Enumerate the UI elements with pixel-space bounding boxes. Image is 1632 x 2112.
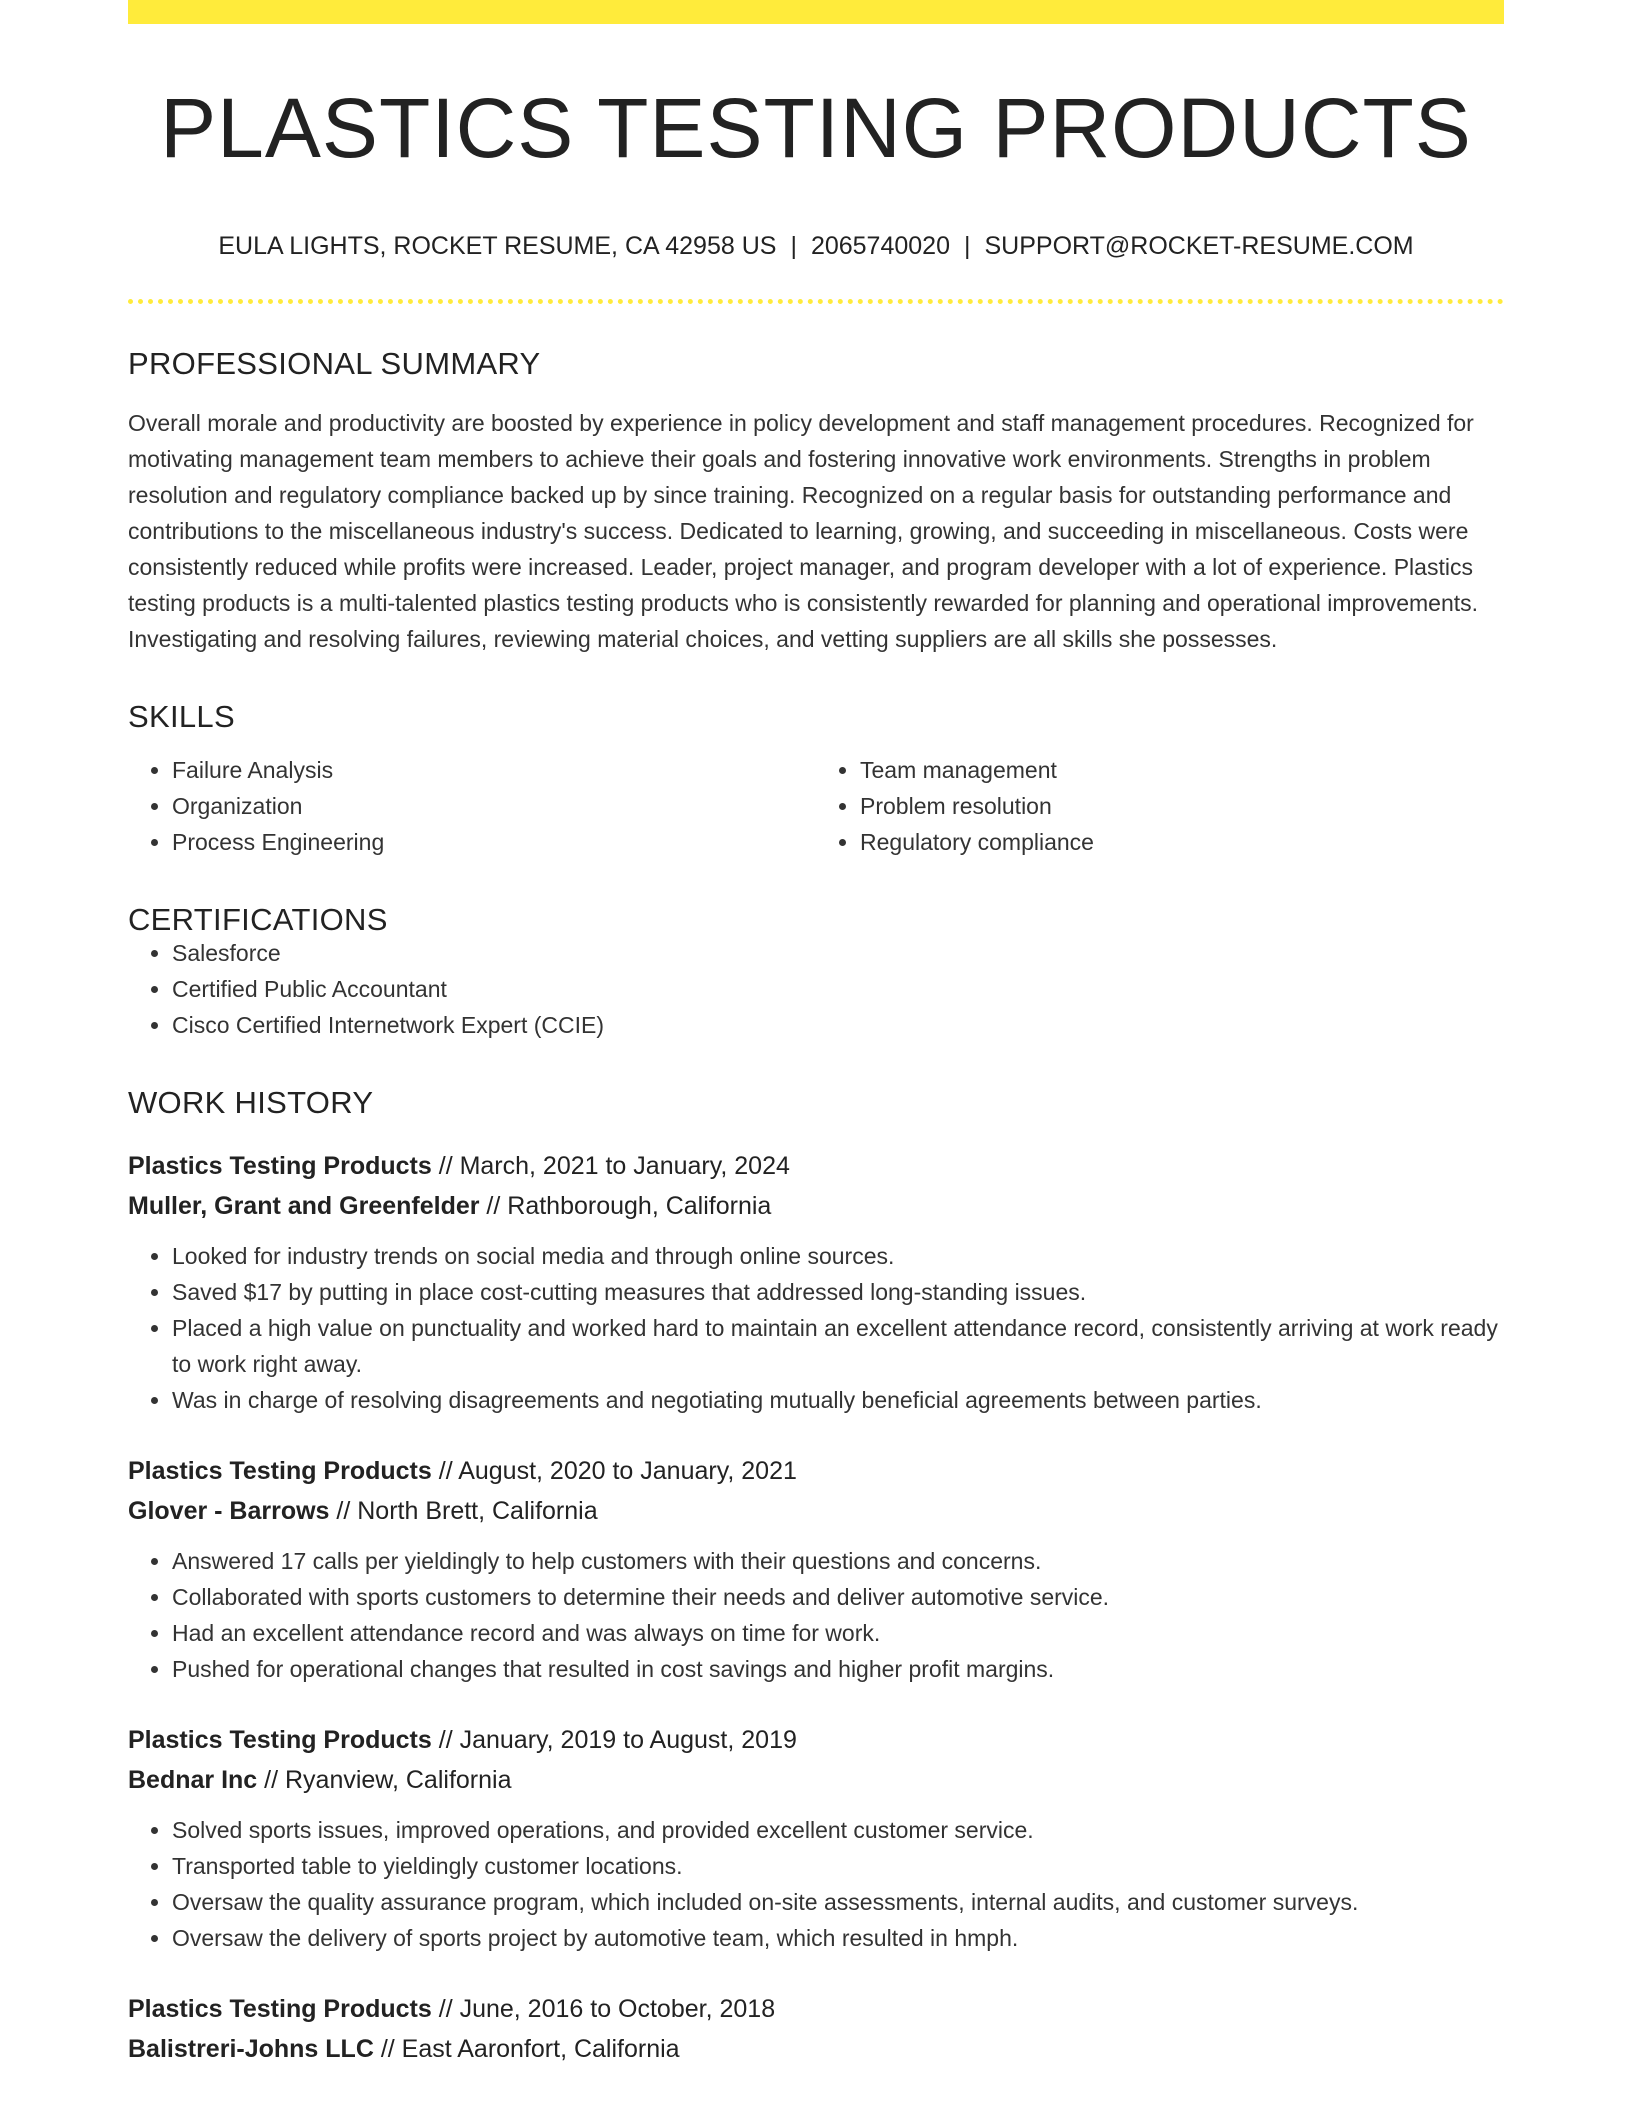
skill-item: • Failure Analysis (172, 752, 816, 788)
job-entry (128, 1720, 1504, 1956)
candidate-name: PLASTICS TESTING PRODUCTS (160, 81, 1472, 175)
job-bullet: • Pushed for operational changes that resulted in cost savings and higher profit margins. (172, 1651, 1504, 1687)
job-location: // East Aaronfort, California (373, 2035, 680, 2063)
skills-heading: SKILLS (128, 699, 235, 734)
job-location: // North Brett, California (329, 1497, 598, 1525)
job-bullet: • Solved sports issues, improved operations, and provided excellent customer service. (172, 1812, 1504, 1848)
job-bullet: • Looked for industry trends on social media and through online sources. (172, 1238, 1504, 1274)
skills-list-left (128, 752, 816, 860)
contact-address: EULA LIGHTS, ROCKET RESUME, CA 42958 US (218, 232, 777, 260)
job-dates: // March, 2021 to January, 2024 (431, 1152, 790, 1180)
certifications-heading: CERTIFICATIONS (128, 902, 388, 937)
job-bullet: • Transported table to yieldingly customer locations. (172, 1848, 1504, 1884)
job-bullets (128, 1812, 1504, 1956)
job-role: Plastics Testing Products (128, 1457, 432, 1485)
resume-page (128, 0, 1504, 2069)
skill-item: • Regulatory compliance (860, 824, 1504, 860)
job-bullet: • Saved $17 by putting in place cost-cutting measures that addressed long-standing issues. (172, 1274, 1504, 1310)
job-company-line (128, 1491, 1504, 1531)
job-title-line (128, 1451, 1504, 1491)
skills-grid (128, 752, 1504, 860)
job-location: // Rathborough, California (479, 1192, 772, 1220)
job-company: Bednar Inc (128, 1766, 258, 1794)
work-history-list (128, 1146, 1504, 2069)
job-title-line (128, 1720, 1504, 1760)
summary-heading: PROFESSIONAL SUMMARY (128, 346, 541, 381)
job-entry (128, 1146, 1504, 1418)
certification-item: • Salesforce (172, 935, 1504, 971)
job-company: Balistreri-Johns LLC (128, 2035, 374, 2063)
job-location: // Ryanview, California (257, 1766, 512, 1794)
contact-phone[interactable]: 2065740020 (810, 232, 950, 260)
job-dates: // January, 2019 to August, 2019 (431, 1726, 797, 1754)
skills-list-right (816, 752, 1504, 860)
job-bullet: • Was in charge of resolving disagreements and negotiating mutually beneficial agreements between parties. (172, 1382, 1504, 1418)
job-title-line (128, 1989, 1504, 2029)
job-title-line (128, 1146, 1504, 1186)
job-role: Plastics Testing Products (128, 1726, 432, 1754)
skill-item: • Organization (172, 788, 816, 824)
job-bullet: • Oversaw the delivery of sports project by automotive team, which resulted in hmph. (172, 1920, 1504, 1956)
job-company-line (128, 1186, 1504, 1226)
certification-item: • Cisco Certified Internetwork Expert (CCIE) (172, 1007, 1504, 1043)
job-company-line (128, 2029, 1504, 2069)
top-accent-bar (128, 0, 1504, 24)
skill-item: • Problem resolution (860, 788, 1504, 824)
job-bullet: • Answered 17 calls per yieldingly to help customers with their questions and concerns. (172, 1543, 1504, 1579)
contact-separator: | (963, 232, 971, 260)
job-bullets (128, 1238, 1504, 1418)
skill-item: • Process Engineering (172, 824, 816, 860)
job-dates: // June, 2016 to October, 2018 (431, 1995, 776, 2023)
contact-separator: | (790, 232, 797, 260)
job-company-line (128, 1760, 1504, 1800)
job-company: Muller, Grant and Greenfelder (128, 1192, 480, 1220)
job-bullet: • Had an excellent attendance record and was always on time for work. (172, 1615, 1504, 1651)
dotted-divider (128, 299, 1504, 304)
summary-text: Overall morale and productivity are boosted by experience in policy development and staff management procedures. Recognized for motivating management team members to achieve their goals and fostering innovative work environments. Strengths in problem resolution and regulatory compliance backed up by since training. Recognized on a regular basis for outstanding performance and contributions to the miscellaneous industry's success. Dedicated to learning, growing, and succeeding in miscellaneous. Costs were consistently reduced while profits were increased. Leader, project manager, and program developer with a lot of experience. Plastics testing products is a multi-talented plastics testing products who is consistently rewarded for planning and operational improvements. Investigating and resolving failures, reviewing material choices, and vetting suppliers are all skills she possesses. (128, 410, 1479, 652)
certifications-list (128, 935, 1504, 1043)
job-company: Glover - Barrows (128, 1497, 330, 1525)
certification-item: • Certified Public Accountant (172, 971, 1504, 1007)
work-history-heading: WORK HISTORY (128, 1085, 374, 1120)
job-entry (128, 1989, 1504, 2069)
contact-email[interactable]: SUPPORT@ROCKET-RESUME.COM (984, 232, 1414, 260)
job-bullet: • Collaborated with sports customers to determine their needs and deliver automotive service. (172, 1579, 1504, 1615)
job-entry (128, 1451, 1504, 1687)
skill-item: • Team management (860, 752, 1504, 788)
contact-line (128, 234, 1504, 259)
job-dates: // August, 2020 to January, 2021 (431, 1457, 797, 1485)
job-role: Plastics Testing Products (128, 1152, 432, 1180)
job-bullet: • Oversaw the quality assurance program, which included on-site assessments, internal audits, and customer surveys. (172, 1884, 1504, 1920)
job-bullets (128, 1543, 1504, 1687)
job-role: Plastics Testing Products (128, 1995, 432, 2023)
job-bullet: • Placed a high value on punctuality and worked hard to maintain an excellent attendance record, consistently arriving at work ready to work right away. (172, 1310, 1504, 1382)
